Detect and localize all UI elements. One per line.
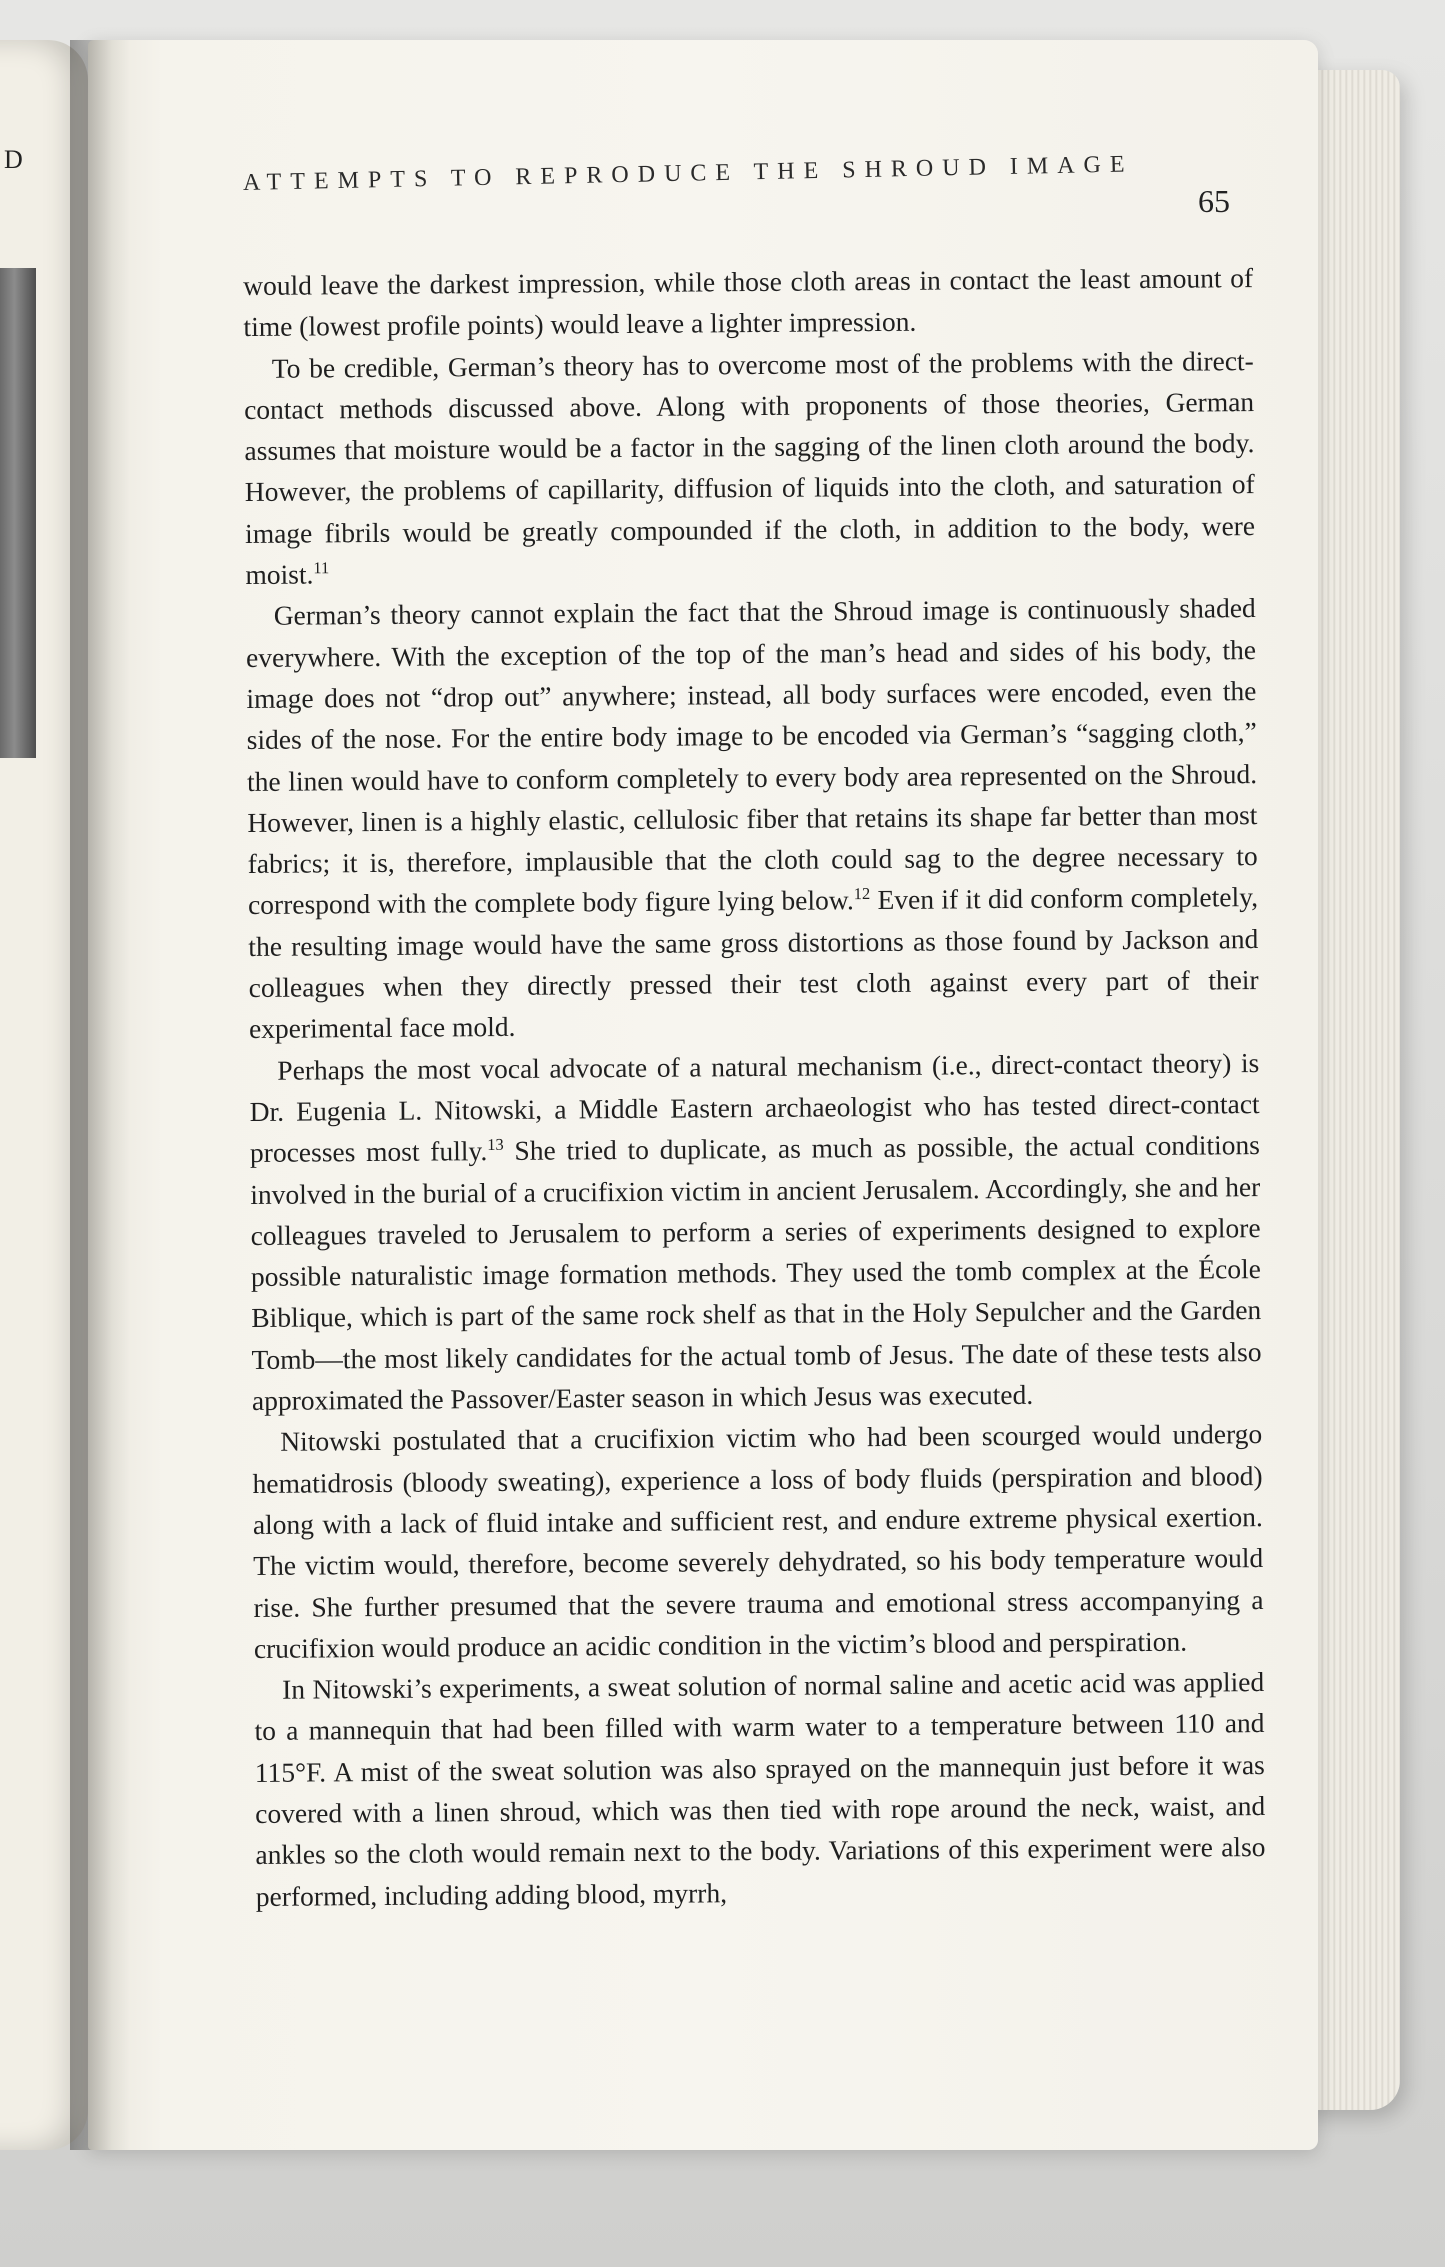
paragraph-text: would leave the darkest impression, while those cloth areas in contact the least amount of time (lowest profile points) would leave a lighter impression.	[243, 262, 1254, 343]
paragraph	[252, 1413, 1264, 1669]
paragraph	[244, 340, 1256, 596]
paragraph	[246, 587, 1260, 1049]
paragraph-text: Perhaps the most vocal advocate of a natural mechanism (i.e., direct-contact theory) is Dr. Eugenia L. Nitowski, a Middle Eastern archaeologist who has tested direct-contact processes most fully.	[249, 1046, 1260, 1169]
right-page	[88, 40, 1318, 2150]
footnote-ref: 13	[487, 1135, 504, 1155]
paragraph	[243, 257, 1254, 348]
paragraph	[254, 1661, 1266, 1917]
paragraph-text: In Nitowski’s experiments, a sweat solution of normal saline and acetic acid was applied to a mannequin that had been filled with warm water to a temperature between 110 and 115°F. A mist of the sweat solution was also sprayed on the mannequin just before it was covered with a linen shroud, which was then tied with rope around the neck, waist, and ankles so the cloth would remain next to the body. Variations of this experiment were also performed, including adding blood, myrrh,	[254, 1666, 1266, 1912]
running-head: ATTEMPTS TO REPRODUCE THE SHROUD IMAGE	[242, 151, 1134, 196]
paragraph-text: She tried to duplicate, as much as possible, the actual conditions involved in the burial of a crucifixion victim in ancient Jerusalem. Accordingly, she and her colleagues traveled to Jerusalem to perform a series of experiments designed to explore possible naturalistic image formation methods. They used the tomb complex at the École Biblique, which is part of the same rock shelf as that in the Holy Sepulcher and the Garden Tomb—the most likely candidates for the actual tomb of Jesus. The date of these tests also approximated the Passover/Easter season in which Jesus was executed.	[250, 1129, 1262, 1416]
spine-gutter-shadow	[70, 40, 130, 2150]
left-page-edge-letter: D	[4, 145, 23, 174]
footnote-ref: 12	[853, 884, 871, 904]
paragraph	[249, 1042, 1262, 1422]
paragraph-text: Nitowski postulated that a crucifixion victim who had been scourged would undergo hematidrosis (bloody sweating), experience a loss of body fluids (perspiration and blood) along with a lack of fluid intake and sufficient rest, and endure extreme physical exertion. The victim would, therefore, become severely dehydrated, so his body temperature would rise. She further presumed that the severe trauma and emotional stress accompanying a crucifixion would produce an acidic condition in the victim’s blood and perspiration.	[252, 1418, 1264, 1664]
footnote-ref: 11	[313, 558, 330, 578]
left-page-photo-fragment	[0, 268, 36, 758]
paragraph-text: German’s theory cannot explain the fact that the Shroud image is continuously shaded everywhere. With the exception of the top of the man’s head and sides of his body, the image does not “drop out” anywhere; instead, all body surfaces were encoded, even the sides of the nose. For the entire body image to be encoded via German’s “sagging cloth,” the linen would have to conform completely to every body area represented on the Shroud. However, linen is a highly elastic, cellulosic fiber that retains its shape far better than most fabrics; it is, therefore, implausible that the cloth could sag to the degree necessary to correspond with the complete body figure lying below.	[245, 592, 1258, 921]
paragraph-text: To be credible, German’s theory has to overcome most of the problems with the direct-contact methods discussed above. Along with proponents of those theories, German assumes that moisture would be a factor in the sagging of the linen cloth around the body. However, the problems of capillarity, diffusion of liquids into the cloth, and saturation of image fibrils would be greatly compounded if the cloth, in addition to the body, were moist.	[244, 344, 1256, 591]
body-text	[243, 257, 1266, 1917]
page-number: 65	[1198, 183, 1230, 219]
paragraph-text: Even if it did conform completely, the resulting image would have the same gross distortions as those found by Jackson and colleagues when they directly pressed their test cloth against every part of their experimental face mold.	[248, 881, 1259, 1045]
